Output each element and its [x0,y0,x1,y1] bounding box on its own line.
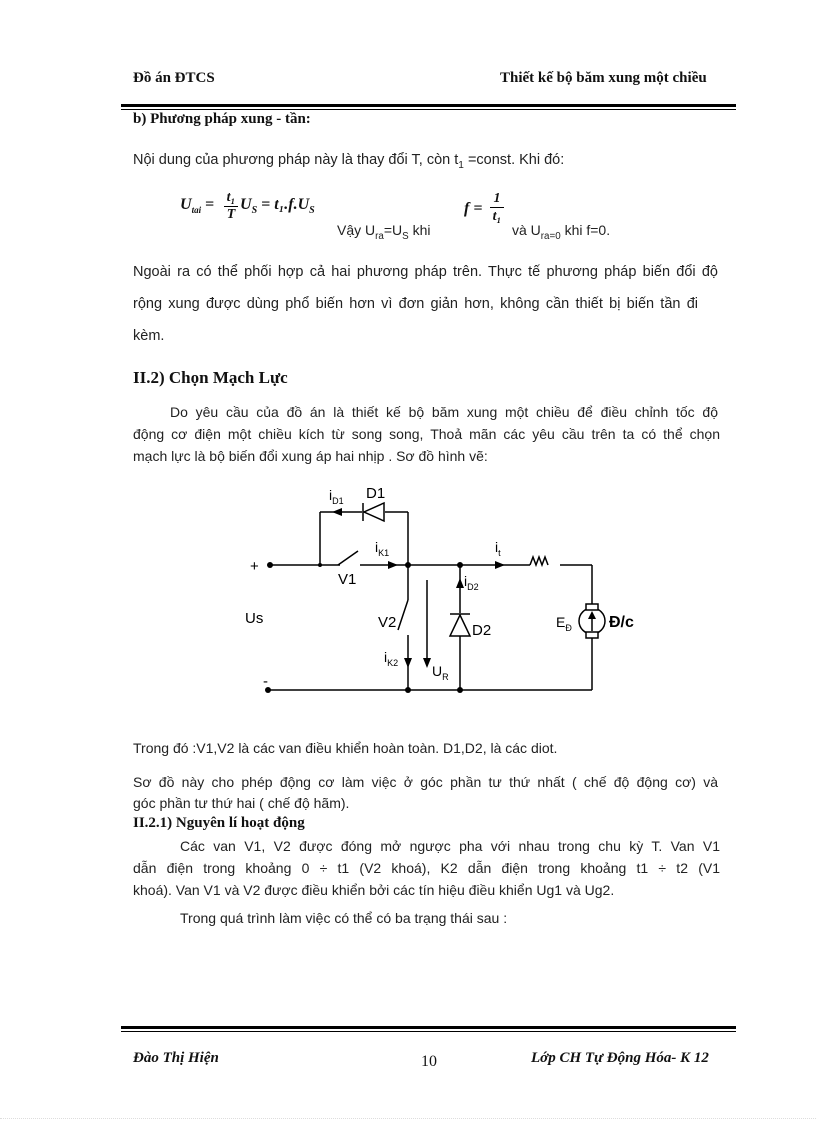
label-ik1: $i_{K1}$ [375,539,390,558]
section-2-2-line-3: mạch lực là bộ biến đổi xung áp hai nhịp . Sơ đồ hình vẽ: [133,448,488,464]
terminal-plus [267,562,273,568]
label-v1: V1 [338,571,357,588]
v2-switch-blade [398,600,408,630]
section-2-2-line-1: Do yêu cầu của đồ án là thiết kế bộ băm xung một chiều để điều chỉnh tốc độ [170,404,718,420]
id2-arrow [456,578,464,588]
section-2-2-1-line-1: Các van V1, V2 được đóng mở ngược pha với nhau trong chu kỳ T. Van V1 [180,838,720,854]
ik2-arrow [404,658,412,668]
label-us: Us [245,610,264,627]
formula-rhs: $U_S = t_1.f.U_S$ [240,196,315,217]
ik1-arrow [388,561,398,569]
section-b-para-line-1: Ngoài ra có thể phối hợp cả hai phương pháp trên. Thực tế phương pháp biến đổi độ [133,264,718,280]
label-it: $i_t$ [495,539,501,558]
formula-frac1: t₁ T [224,190,238,223]
section-2-2-line-2: động cơ điện một chiều kích từ song song, Thoả mãn các yêu cầu trên ta có thể chọn [133,426,720,442]
label-ik2: $i_{K2}$ [384,649,399,668]
motor-brush-bottom [586,632,598,638]
section-2-2-heading: II.2) Chọn Mạch Lực [133,368,288,387]
formula-frac2: 1 t₁ [490,190,504,225]
section-2-2-1-heading: II.2.1) Nguyên lí hoạt động [133,815,305,831]
footer-author: Đào Thị Hiện [133,1050,219,1066]
section-b-para-line-2: rộng xung được dùng phổ biến hơn vì đơn giản hơn, không cần thiết bị biến tần đi [133,296,698,312]
it-arrow [495,561,505,569]
formula-utai: $U_{tai}$ = [180,196,215,216]
d1-diode [364,503,384,521]
motor-brush-top [586,604,598,610]
ur-arrow [423,658,431,668]
header-right: Thiết kế bộ băm xung một chiều [500,70,707,86]
d2-diode [450,615,470,636]
node-top [405,562,411,568]
id1-arrow [332,508,342,516]
node-bottom [405,687,411,693]
formula-vay: Vậy $U_{ra}=U_S$ khi [337,222,431,242]
label-v2: V2 [378,614,397,631]
label-ur: $U_R$ [432,663,449,682]
footer-class: Lớp CH Tự Động Hóa- K 12 [531,1050,709,1066]
footer-rule-thin [121,1031,736,1032]
node-d1 [318,563,322,567]
label-d1: D1 [366,485,386,502]
page-edge-dotline [0,1118,816,1119]
label-minus: - [263,673,268,690]
label-plus: + [250,558,259,575]
section-b-intro: Nội dung của phương pháp này là thay đổi T, còn $t_1$ =const. Khi đó: [133,152,565,171]
v1-switch-blade [338,551,358,565]
formula-tail: và $U_{ra=0}$ khi f=0. [512,222,611,242]
node-d2-bottom [457,687,463,693]
section-2-2-1-line-2: dẫn điện trong khoảng 0 ÷ t1 (V2 khoá), K2 dẫn điện trong khoảng t1 ÷ t2 (V1 [133,860,720,876]
label-id1: $i_{D1}$ [329,487,344,506]
label-d2: D2 [472,622,492,639]
node-d2-top [457,562,463,568]
header-left: Đồ án ĐTCS [133,70,215,86]
formula-f: f = [464,200,483,217]
after-circuit-line-2b: góc phần tư thứ hai ( chế độ hãm). [133,795,350,811]
label-dc: Đ/c [609,614,634,631]
label-id2: $i_{D2}$ [464,573,479,592]
inductor-squiggle [530,557,548,565]
footer-page-number: 10 [421,1053,437,1070]
section-b-heading: b) Phương pháp xung - tần: [133,111,311,127]
motor-arrow [588,611,596,619]
after-circuit-line-2a: Sơ đồ này cho phép động cơ làm việc ở góc phần tư thứ nhất ( chế độ động cơ) và [133,774,718,790]
after-circuit-line-1: Trong đó :V1,V2 là các van điều khiển hoàn toàn. D1,D2, là các diot. [133,740,558,756]
section-b-para-line-3: kèm. [133,328,165,344]
section-2-2-1-line-3: khoá). Van V1 và V2 được điều khiển bởi các tín hiệu điều khiển Ug1 và Ug2. [133,882,615,898]
section-2-2-1-last-line: Trong quá trình làm việc có thể có ba trạng thái sau : [180,910,508,926]
footer-rule-thick [121,1026,736,1029]
label-ed: $E_Đ$ [556,614,572,633]
